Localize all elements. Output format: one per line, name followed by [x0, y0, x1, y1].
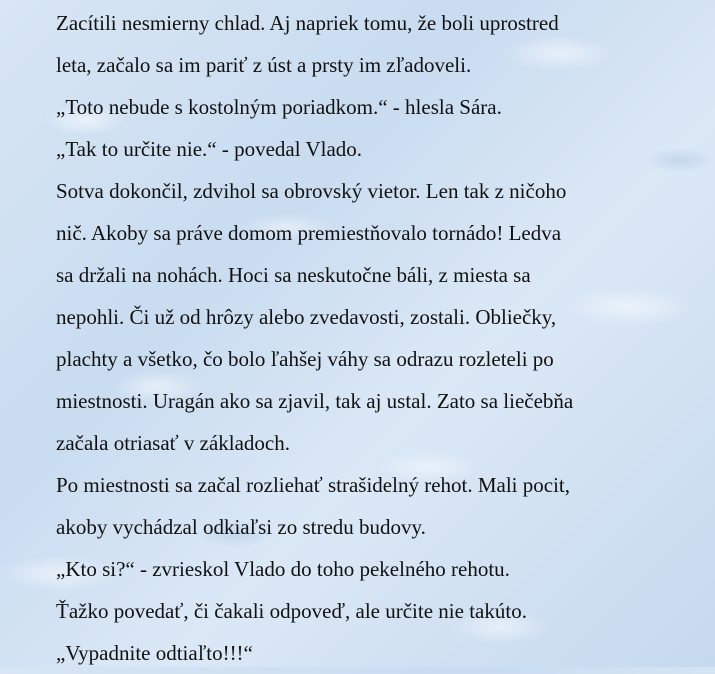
text-line: začala otriasať v základoch. — [56, 431, 291, 455]
text-line: Zacítili nesmierny chlad. Aj napriek tomu, že boli uprostred — [56, 11, 559, 35]
text-line: plachty a všetko, čo bolo ľahšej váhy sa odrazu rozleteli po — [56, 347, 554, 371]
text-line: Ťažko povedať, či čakali odpoveď, ale určite nie takúto. — [56, 599, 527, 623]
text-line: Po miestnosti sa začal rozliehať strašidelný rehot. Mali pocit, — [56, 473, 571, 497]
text-line: akoby vychádzal odkiaľsi zo stredu budovy. — [56, 515, 426, 539]
story-text-block — [56, 2, 711, 674]
text-line: nič. Akoby sa práve domom premiestňovalo tornádo! Ledva — [56, 221, 562, 245]
text-line: nepohli. Či už od hrôzy alebo zvedavosti, zostali. Obliečky, — [56, 305, 557, 329]
text-line: sa držali na nohách. Hoci sa neskutočne báli, z miesta sa — [56, 263, 531, 287]
text-line: miestnosti. Uragán ako sa zjavil, tak aj ustal. Zato sa liečebňa — [56, 389, 574, 413]
text-line: „Vypadnite odtiaľto!!!“ — [56, 641, 253, 665]
text-line: „Toto nebude s kostolným poriadkom.“ - hlesla Sára. — [56, 95, 502, 119]
text-line: leta, začalo sa im pariť z úst a prsty im zľadoveli. — [56, 53, 472, 77]
text-line: „Kto si?“ - zvrieskol Vlado do toho pekelného rehotu. — [56, 557, 510, 581]
text-line: „Tak to určite nie.“ - povedal Vlado. — [56, 137, 363, 161]
text-line: Sotva dokončil, zdvihol sa obrovský vietor. Len tak z ničoho — [56, 179, 567, 203]
